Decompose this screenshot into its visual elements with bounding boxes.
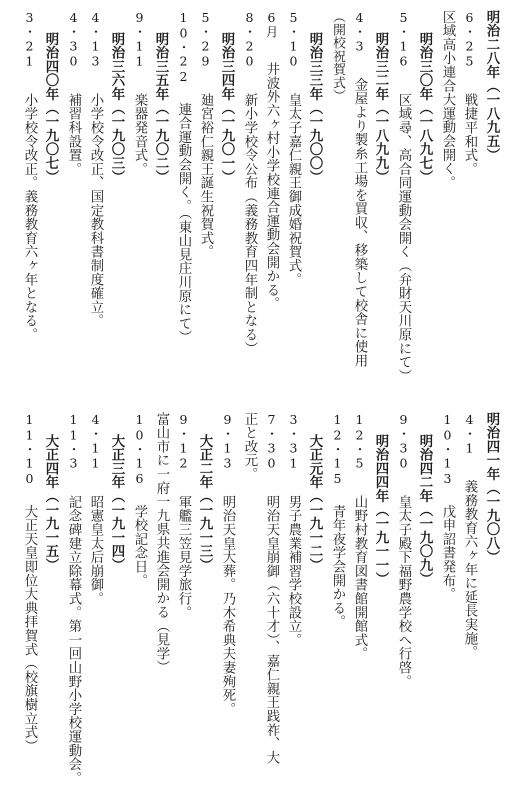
lower-timeline-column: [128, 412, 150, 587]
entry-date: 9・12: [176, 412, 191, 472]
era-year-heading: 明治四一年（一九〇八）: [484, 412, 500, 564]
upper-timeline-column: [62, 10, 84, 176]
entry-date: 10・16: [132, 412, 147, 487]
era-year-heading: 大正元年（一九一二）: [307, 434, 323, 572]
entry-text: 学校記念日。: [132, 504, 147, 588]
upper-timeline-column: [458, 10, 480, 176]
entry-date: 4・3: [352, 10, 367, 54]
upper-timeline-column: [84, 10, 106, 328]
entry-text: 金屋より製糸工場を買収、移築して校舎に使用: [352, 77, 367, 368]
lower-timeline-column: [260, 412, 282, 764]
upper-timeline-column: [414, 32, 436, 184]
upper-timeline-column: [18, 10, 40, 342]
lower-timeline-column: [150, 412, 172, 674]
entry-text: 皇太子殿下福野農学校へ行啓。: [396, 495, 411, 689]
lower-timeline-column: [481, 412, 503, 564]
lower-timeline-column: [18, 412, 40, 753]
era-year-heading: 大正三年（一九一四）: [109, 434, 125, 572]
era-year-heading: 明治四二年（一九〇九）: [417, 434, 433, 586]
upper-timeline-column: [40, 32, 62, 184]
entry-date: 10・22: [176, 10, 191, 85]
lower-timeline-column: [106, 434, 128, 572]
entry-date: 4・13: [88, 10, 103, 70]
entry-date: 4・30: [66, 10, 81, 70]
entry-text: 明治天皇大葬。乃木希典夫妻殉死。: [220, 495, 235, 716]
entry-date: 11・10: [22, 412, 37, 487]
entry-text: 明治天皇崩御（六十才）、嘉仁親王践祚、大: [264, 495, 279, 765]
entry-date: 4・1: [462, 412, 477, 456]
entry-date: 6月: [264, 10, 279, 39]
upper-timeline-column: [128, 10, 150, 176]
upper-timeline-column: [260, 10, 282, 311]
upper-timeline-column: [348, 10, 370, 368]
upper-timeline-column: [150, 32, 172, 184]
lower-timeline-column: [370, 434, 392, 586]
entry-text: 昭憲皇太后崩御。: [88, 495, 103, 606]
upper-timeline-column: [304, 32, 326, 184]
era-year-heading: 明治四〇年（一九〇七）: [43, 32, 59, 184]
entry-text: 大正天皇即位大典拝賀式（校旗樹立式）: [22, 504, 37, 753]
entry-text: （開校祝賀式）: [330, 10, 345, 103]
entry-date: 9・30: [396, 412, 411, 472]
entry-date: 12・15: [330, 412, 345, 487]
entry-text: 区域高小連合大運動会開く。: [440, 10, 455, 190]
lower-timeline-column: [414, 434, 436, 586]
entry-text: 記念碑建立除幕式。第一回山野小学校運動会。: [66, 495, 81, 785]
upper-timeline-column: [326, 10, 348, 102]
entry-text: 青年夜学会開かる。: [330, 504, 345, 629]
entry-text: 井波外六ヶ村小学校連合運動会開かる。: [264, 62, 279, 311]
entry-text: 男子農業補習学校設立。: [286, 495, 301, 647]
era-year-heading: 明治三三年（一九〇〇）: [307, 32, 323, 184]
lower-timeline-column: [238, 412, 260, 481]
era-year-heading: 明治二八年（一八九五）: [484, 10, 500, 162]
lower-timeline-column: [62, 412, 84, 785]
entry-text: 正と改元。: [242, 412, 257, 481]
entry-text: 楽器発音式。: [132, 93, 147, 176]
entry-date: 9・13: [220, 412, 235, 472]
entry-date: 11・3: [66, 412, 81, 472]
lower-timeline-column: [282, 412, 304, 647]
entry-text: 連合運動会開く。（東山見庄川原にて）: [176, 102, 191, 345]
lower-timeline-column: [84, 412, 106, 606]
entry-date: 9・11: [132, 10, 147, 70]
entry-date: 12・5: [352, 412, 367, 472]
upper-timeline-column: [481, 10, 503, 162]
era-year-heading: 明治三五年（一九〇二）: [153, 32, 169, 184]
lower-timeline-column: [326, 412, 348, 629]
entry-text: 皇太子嘉仁親王御成婚祝賀式。: [286, 93, 301, 287]
entry-text: 戦捷平和式。: [462, 93, 477, 176]
upper-timeline-column: [172, 10, 194, 344]
upper-timeline-column: [194, 10, 216, 259]
entry-text: 小学校令改正、国定教科書制度確立。: [88, 93, 103, 328]
lower-timeline-column: [436, 412, 458, 601]
upper-timeline-column: [282, 10, 304, 286]
entry-date: 10・13: [440, 412, 455, 487]
entry-text: 富山市に一府一九県共進会開かる（見学）: [154, 412, 169, 675]
entry-date: 7・30: [264, 412, 279, 472]
entry-date: 5・10: [286, 10, 301, 70]
lower-timeline-column: [194, 434, 216, 572]
entry-text: 廸宮裕仁親王誕生祝賀式。: [198, 93, 213, 259]
upper-timeline-column: [436, 10, 458, 189]
entry-date: 8・20: [242, 10, 257, 70]
lower-timeline-column: [216, 412, 238, 716]
upper-timeline-column: [238, 10, 260, 355]
upper-timeline-column: [370, 32, 392, 184]
era-year-heading: 大正二年（一九一三）: [197, 434, 213, 572]
entry-text: 山野村教育図書館開館式。: [352, 495, 367, 661]
entry-text: 新小学校令公布（義務教育四年制となる）: [242, 93, 257, 356]
era-year-heading: 明治三〇年（一八九七）: [417, 32, 433, 184]
upper-timeline-column: [106, 32, 128, 184]
era-year-heading: 明治四四年（一九一一）: [373, 434, 389, 586]
upper-timeline-column: [216, 32, 238, 184]
lower-timeline-column: [40, 434, 62, 572]
lower-timeline-column: [172, 412, 194, 619]
upper-timeline-column: [392, 10, 414, 383]
entry-text: 戊申詔書発布。: [440, 504, 455, 602]
lower-timeline-column: [348, 412, 370, 661]
entry-text: 義務教育六ヶ年に延長実施。: [462, 479, 477, 660]
entry-text: 軍艦三笠見学旅行。: [176, 495, 191, 620]
era-year-heading: 明治三四年（一九〇一）: [219, 32, 235, 184]
entry-date: 3・21: [22, 10, 37, 70]
entry-text: 小学校令改正。義務教育六ヶ年となる。: [22, 93, 37, 342]
era-year-heading: 明治三二年（一八九九）: [373, 32, 389, 184]
era-year-heading: 大正四年（一九一五）: [43, 434, 59, 572]
lower-timeline-column: [392, 412, 414, 688]
entry-text: 区域尋、高合同運動会開く（弁財天川原にて）: [396, 93, 411, 383]
entry-date: 5・16: [396, 10, 411, 70]
entry-date: 4・11: [88, 412, 103, 472]
entry-date: 6・25: [462, 10, 477, 70]
entry-text: 補習科設置。: [66, 93, 81, 176]
lower-timeline-column: [458, 412, 480, 659]
entry-date: 3・31: [286, 412, 301, 472]
entry-date: 5・29: [198, 10, 213, 70]
lower-timeline-column: [304, 434, 326, 572]
era-year-heading: 明治三六年（一九〇三）: [109, 32, 125, 184]
